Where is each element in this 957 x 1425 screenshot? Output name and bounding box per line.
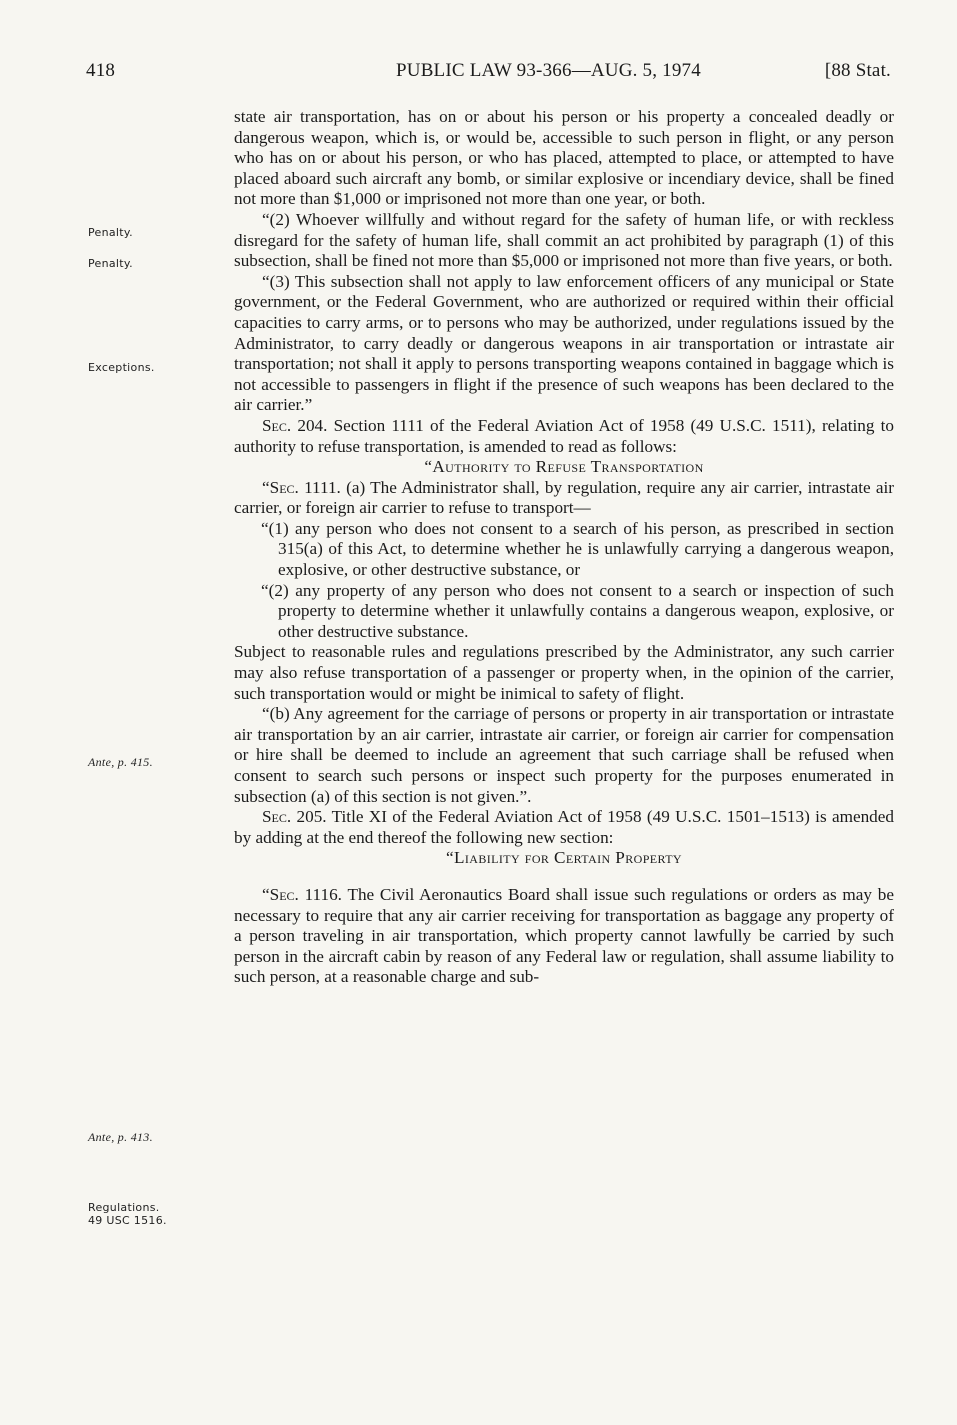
list-item-1: “(1) any person who does not consent to a search of his person, as prescribed in section 315(a) of this Act, to determine whether he is unlawfully carrying a dangerous weapon, explosive, or other destructive substance, or [261,518,894,580]
paragraph-b: “(b) Any agreement for the carriage of persons or property in air transportation or intrastate air transportation by an air carrier, intrastate air carrier, or foreign air carrier for compensation or hire shall be deemed to include an agreement that such carriage shall be refused when consent to search such persons or inspect such property for the purposes enumerated in subsection (a) of this section is not given.”. [234,704,894,806]
list-item-2: “(2) any property of any person who does not consent to a search or inspection of such property to determine whether it unlawfully contains a dangerous weapon, explosive, or other destructive substance. [261,580,894,641]
heading-liability: “Liability for Certain Property [445,848,683,868]
paragraph-subject-to: Subject to reasonable rules and regulations prescribed by the Administrator, any such carrier may also refuse transportation of a passenger or property when, in the opinion of the carrier, such transportation would or might be inimical to safety of flight. [234,642,894,703]
page-number: 418 [86,60,116,81]
margin-note-regulations [88,1201,167,1227]
section-text: The Civil Aeronautics Board shall issue such regulations or orders as may be necessary to require that any air carrier receiving for transportation as baggage any property of a person traveling in air transportation, which property cannot lawfully be carried by such person in the aircraft cabin by reason of any Federal law or regulation, shall assume liability to such person, at a reasonable charge and sub- [234,884,894,987]
section-label: Sec. 205. [262,807,327,827]
heading-authority-to-refuse: “Authority to Refuse Transportation [424,457,704,477]
margin-note-penalty: Penalty. [88,257,133,270]
margin-note-regulations-label: Regulations. [88,1201,160,1214]
paragraph-penalty-2: “(2) Whoever willfully and without regard for the safety of human life, or with reckless disregard for the safety of human life, shall commit an act prohibited by paragraph (1) of this subsection, shall be fined not more than $5,000 or imprisoned not more than five years, or both. [234,209,894,271]
margin-note-usc-citation: 49 USC 1516. [88,1214,167,1227]
paragraph-sec-205 [234,807,894,848]
paragraph-exceptions-3: “(3) This subsection shall not apply to law enforcement officers of any municipal or State government, or the Federal Government, who are authorized or required within their official capacities to carry arms, or to persons who may be authorized, under regulations issued by the Administrator, to carry deadly or dangerous weapons in air transportation or intrastate air transportation; not shall it apply to persons transporting weapons contained in baggage which is not accessible to passengers in flight if the presence of such weapons has been declared to the air carrier.” [234,271,894,415]
margin-note-ante-415: Ante, p. 415. [88,755,153,769]
paragraph-sec-204 [234,416,894,457]
page-title: PUBLIC LAW 93-366—AUG. 5, 1974 [396,60,701,81]
margin-note-penalty: Penalty. [88,226,133,239]
section-text: (a) The Administrator shall, by regulation, require any air carrier, intrastate air carrier, or foreign air carrier to refuse to transport— [234,477,895,518]
margin-note-ante-413: Ante, p. 413. [88,1130,153,1144]
paragraph-continuation: state air transportation, has on or about his person or his property a concealed deadly or dangerous weapon, which is, or would be, accessible to such person in flight, or any person who has on or about his person, or who has placed, attempted to place, or attempted to have placed aboard such aircraft any bomb, or similar explosive or incendiary device, shall be fined not more than $1,000 or imprisoned not more than one year, or both. [234,107,894,209]
section-label: “Sec. 1116. [262,884,342,904]
paragraph-sec-1111 [234,478,894,519]
paragraph-sec-1116 [234,885,894,988]
statute-reference: [88 Stat. [824,60,891,81]
margin-note-exceptions: Exceptions. [88,361,155,374]
section-text: Section 1111 of the Federal Aviation Act of 1958 (49 U.S.C. 1511), relating to authority to refuse transportation, is amended to read as follows: [234,415,894,456]
section-text: Title XI of the Federal Aviation Act of 1958 (49 U.S.C. 1501–1513) is amended by adding at the end thereof the following new section: [234,807,895,847]
section-label: Sec. 204. [262,415,328,435]
section-label: “Sec. 1111. [262,477,341,497]
document-body [234,107,894,988]
page-header [86,60,891,88]
